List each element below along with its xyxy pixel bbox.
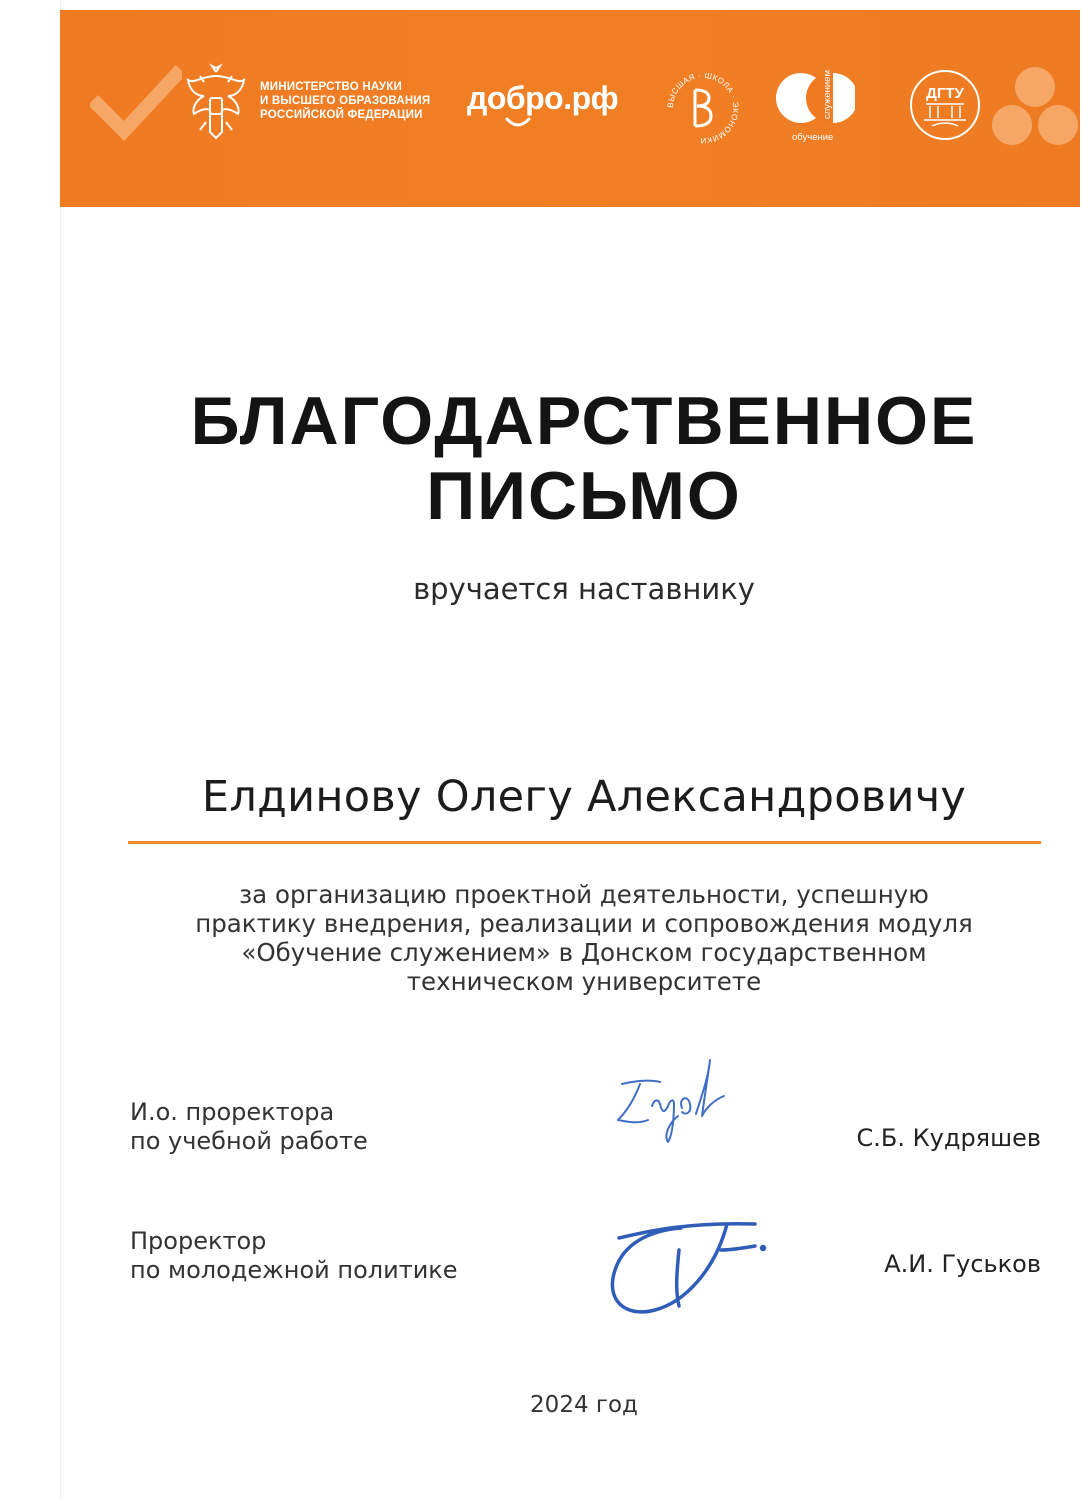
award-reason-line-1: за организацию проектной деятельности, успешную (239, 880, 929, 909)
signatory-2-position-line-1: Проректор (130, 1227, 267, 1255)
award-reason-line-3: «Обучение служением» в Донском государственном (241, 938, 927, 967)
signatory-2-position-line-2: по молодежной политике (130, 1256, 458, 1284)
three-circles-logo (990, 65, 1080, 149)
recipient-name: Елдинову Олегу Александровичу (201, 772, 967, 822)
ministry-line-1: МИНИСТЕРСТВО НАУКИ (260, 81, 402, 93)
header-banner (60, 10, 1080, 207)
dobro-smile-icon (505, 117, 531, 129)
signatory-1-position-line-2: по учебной работе (130, 1127, 368, 1155)
award-reason (128, 880, 1040, 996)
ministry-line-3: РОССИЙСКОЙ ФЕДЕРАЦИИ (260, 109, 423, 121)
hse-ring-text: ВЫСШАЯ · ШКОЛА · ЭКОНОМИКИ (665, 70, 741, 146)
hse-emblem (663, 68, 743, 148)
signatory-2-position (130, 1227, 458, 1285)
document-subtitle: вручается наставнику (413, 572, 755, 606)
signature-2 (595, 1210, 770, 1330)
signatory-1-name: С.Б. Кудряшев (856, 1124, 1041, 1152)
service-learning-logo (775, 70, 855, 126)
signatory-1-position (130, 1098, 368, 1156)
dstu-logo-text: ДГТУ (926, 85, 964, 102)
document-title-line-1: БЛАГОДАРСТВЕННОЕ (190, 383, 978, 459)
double-headed-eagle-emblem (180, 62, 252, 142)
check-mark-icon (90, 65, 182, 145)
recipient-underline (128, 841, 1041, 844)
ministry-line-2: И ВЫСШЕГО ОБРАЗОВАНИЯ (260, 95, 431, 107)
dstu-emblem (908, 68, 982, 142)
dobro-logo: добро.рф (467, 80, 619, 116)
signatory-2-name: А.И. Гуськов (884, 1250, 1041, 1278)
signatory-1-position-line-1: И.о. проректора (130, 1098, 335, 1126)
award-reason-line-4: техническом университете (406, 967, 762, 996)
document-year: 2024 год (530, 1392, 638, 1418)
document-title-line-2: ПИСЬМО (426, 458, 742, 534)
signature-1 (608, 1040, 738, 1160)
service-learning-caption: обучение (792, 132, 834, 143)
sheet-edge (60, 0, 61, 1500)
service-learning-caption-vertical: служением (822, 70, 833, 120)
award-reason-line-2: практику внедрения, реализации и сопровождения модуля (195, 909, 973, 938)
ministry-logo-text (260, 80, 460, 122)
